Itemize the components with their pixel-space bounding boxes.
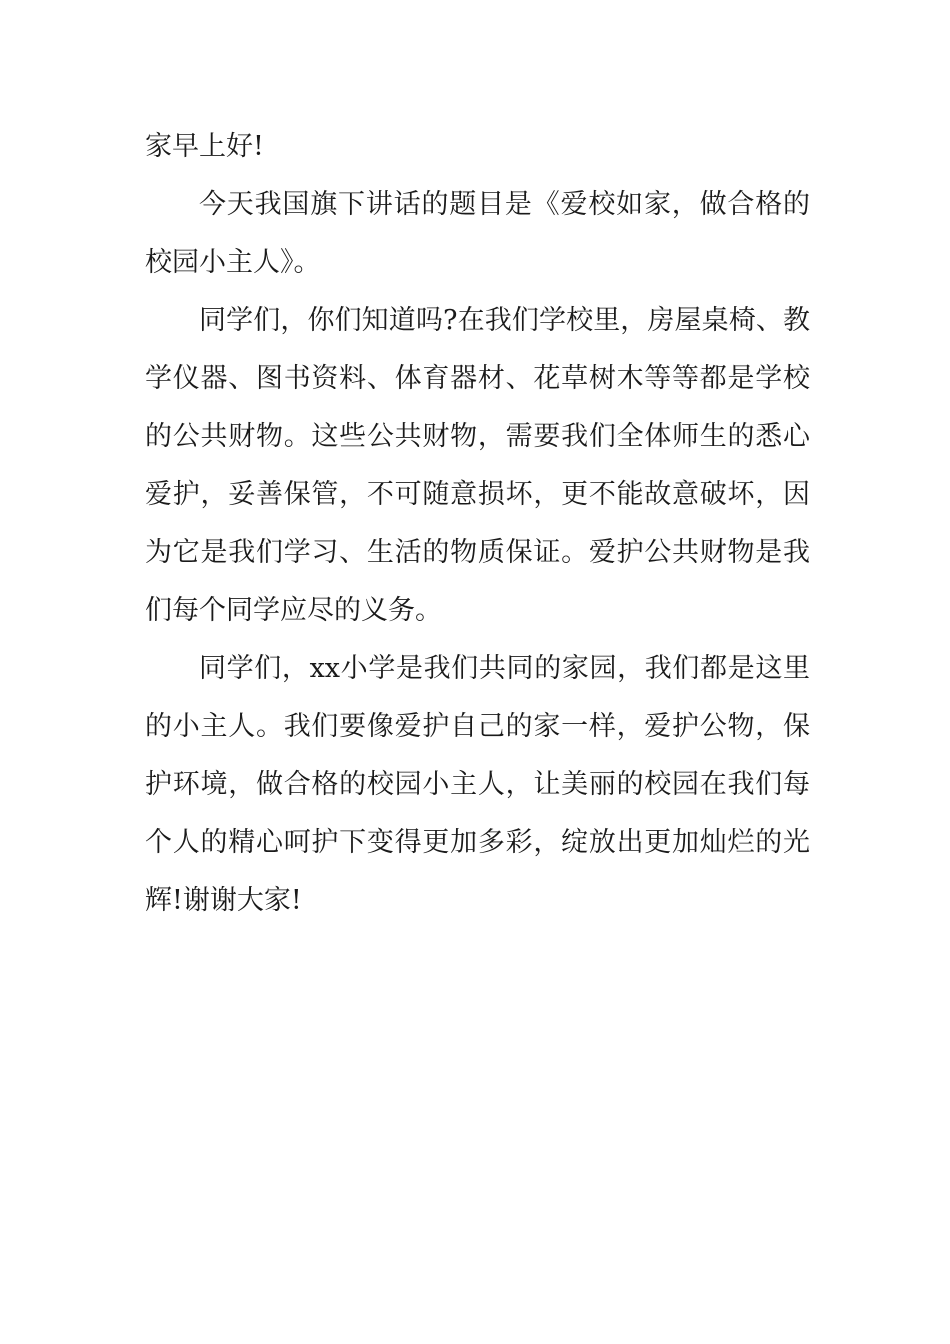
paragraph-public-property: 同学们，你们知道吗?在我们学校里，房屋桌椅、教学仪器、图书资料、体育器材、花草树木等等都是学校的公共财物。这些公共财物，需要我们全体师生的悉心爱护，妥善保管，不可随意损坏，更不能故意破坏，因为它是我们学习、生活的物质保证。爱护公共财物是我们每个同学应尽的义务。	[145, 305, 810, 626]
paragraph-topic: 今天我国旗下讲话的题目是《爱校如家，做合格的校园小主人》。	[145, 189, 810, 278]
speech-text	[145, 118, 810, 930]
paragraph-closing: 同学们，xx小学是我们共同的家园，我们都是这里的小主人。我们要像爱护自己的家一样，爱护公物，保护环境，做合格的校园小主人，让美丽的校园在我们每个人的精心呵护下变得更加多彩，绽放出更加灿烂的光辉!谢谢大家!	[145, 653, 810, 916]
paragraph-greeting: 家早上好!	[145, 131, 264, 162]
